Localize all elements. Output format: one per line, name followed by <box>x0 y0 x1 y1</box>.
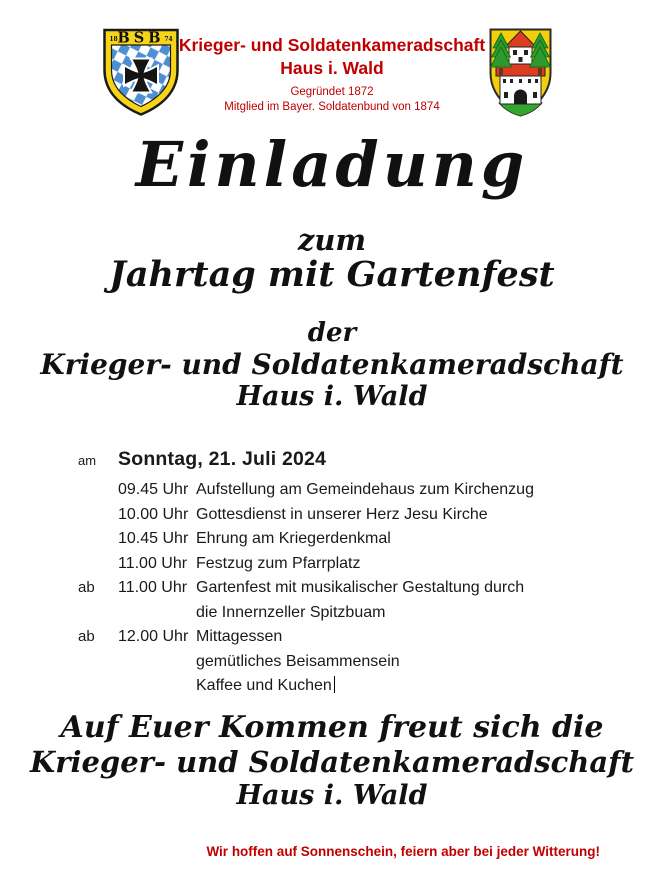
schedule-row <box>78 576 636 625</box>
founded-line: Gegründet 1872 <box>290 86 374 98</box>
row-desc-line: Kaffee und Kuchen <box>196 677 332 694</box>
invitation-place: Haus i. Wald <box>236 381 428 412</box>
row-desc-line: Ehrung am Kriegerdenkmal <box>196 530 391 547</box>
closing-line2: Krieger- und Soldatenkameradschaft <box>29 745 635 779</box>
schedule-row <box>78 552 636 577</box>
haus-im-wald-coat-of-arms <box>487 26 554 119</box>
row-time: 09.45 Uhr <box>118 481 189 498</box>
row-desc-line: Festzug zum Pfarrplatz <box>196 554 361 572</box>
date-prefix: am <box>78 453 97 468</box>
weather-note: Wir hoffen auf Sonnenschein, feiern aber bei jeder Witterung! <box>206 844 600 859</box>
closing-block <box>0 711 664 813</box>
gate-arch <box>514 90 527 105</box>
crest-initials: BSB <box>117 29 165 47</box>
schedule-row <box>78 503 636 528</box>
invitation-der: der <box>307 318 357 348</box>
row-desc-line: Gottesdienst in unserer Herz Jesu Kirche <box>196 505 488 523</box>
invitation-title: Einladung <box>135 128 529 201</box>
row-desc-line: Aufstellung am Gemeindehaus zum Kirchenzug <box>196 481 534 498</box>
schedule-date-row <box>78 448 636 471</box>
header-org-block <box>150 34 514 115</box>
row-desc-line: Mittagessen <box>196 628 283 645</box>
row-time: 10.00 Uhr <box>118 505 189 523</box>
row-desc-line: Gartenfest mit musikalischer Gestaltung durch <box>196 579 525 596</box>
invitation-zum: zum <box>297 223 367 257</box>
invitation-event: Jahrtag mit Gartenfest <box>109 254 555 295</box>
row-prefix-ab: ab <box>78 579 95 596</box>
closing-line3: Haus i. Wald <box>236 780 428 811</box>
schedule-block <box>78 448 636 699</box>
crest-year-left: 18 <box>109 36 118 43</box>
invitation-org: Krieger- und Soldatenkameradschaft <box>40 348 624 381</box>
row-time: 11.00 Uhr <box>118 579 188 596</box>
row-time: 12.00 Uhr <box>118 628 189 645</box>
row-time: 11.00 Uhr <box>118 554 188 572</box>
row-time: 10.45 Uhr <box>118 530 189 547</box>
schedule-row <box>78 478 636 503</box>
schedule-row <box>78 527 636 552</box>
crest-year-right: 74 <box>164 36 173 43</box>
membership-line: Mitglied im Bayer. Soldatenbund von 1874 <box>224 101 440 113</box>
closing-line1: Auf Euer Kommen freut sich die <box>60 710 604 745</box>
event-date: Sonntag, 21. Juli 2024 <box>118 448 327 470</box>
row-prefix-ab: ab <box>78 628 95 645</box>
org-name-line1: Krieger- und Soldatenkameradschaft <box>178 35 486 55</box>
row-desc-line: die Innernzeller Spitzbuam <box>196 603 386 621</box>
org-name-line2: Haus i. Wald <box>280 58 384 78</box>
schedule-row <box>78 625 636 699</box>
text-cursor <box>334 676 336 693</box>
row-desc-line: gemütliches Beisammensein <box>196 652 400 670</box>
